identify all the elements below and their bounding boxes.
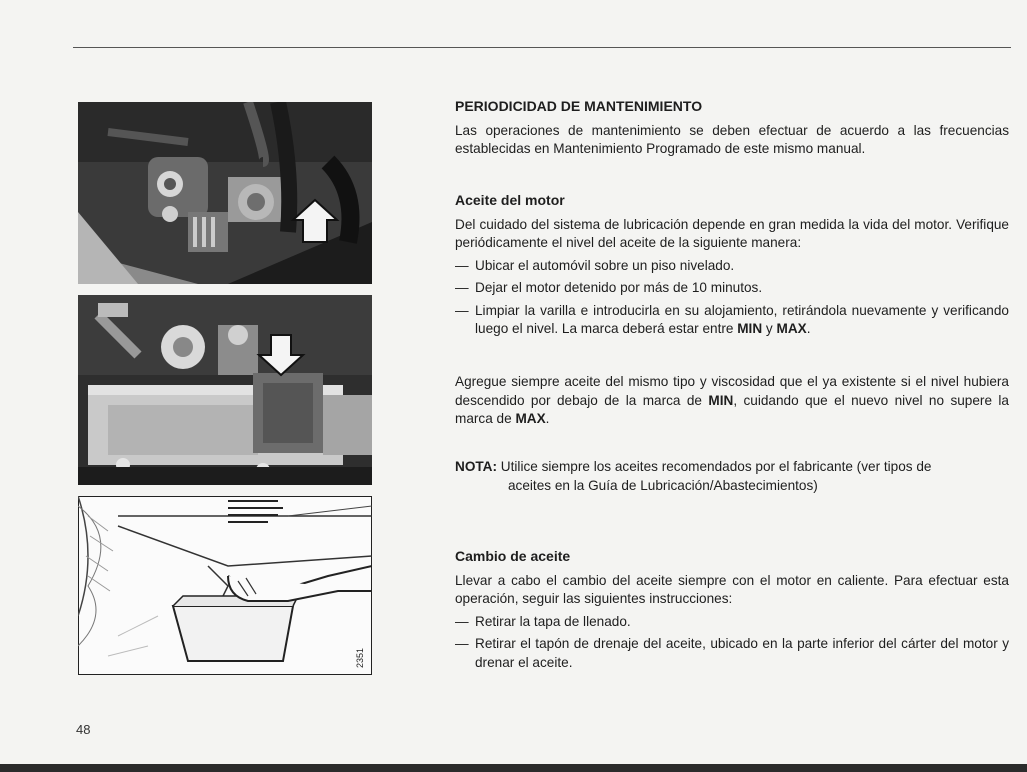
list-item: — Ubicar el automóvil sobre un piso nivelado. bbox=[455, 257, 735, 273]
section-aceite-motor bbox=[455, 191, 1009, 339]
top-rule bbox=[73, 47, 1011, 48]
section-periodicidad bbox=[455, 97, 1009, 159]
list-item: — Limpiar la varilla e introducirla en su alojamiento, retirándola nuevamente y verificando luego el nivel. La marca deberá estar entre MIN y MAX. bbox=[455, 302, 1009, 336]
section-body: Las operaciones de mantenimiento se deben efectuar de acuerdo a las frecuencias establecidas en Mantenimiento Programado de este mismo manual. bbox=[455, 122, 1009, 156]
list-item: — Dejar el motor detenido por más de 10 minutos. bbox=[455, 280, 763, 295]
list-item: — Retirar la tapa de llenado. bbox=[455, 613, 631, 629]
page-number: 48 bbox=[76, 722, 91, 737]
section-title: Cambio de aceite bbox=[455, 548, 571, 564]
section-title: PERIODICIDAD DE MANTENIMIENTO bbox=[455, 98, 703, 114]
section-cambio-aceite bbox=[455, 547, 1009, 672]
note: NOTA: Utilice siempre los aceites recomendados por el fabricante (ver tipos de aceites en la Guía de Lubricación/Abastecimientos) bbox=[455, 459, 932, 493]
note-label: NOTA: bbox=[455, 459, 498, 474]
bottom-bar bbox=[0, 764, 1027, 772]
figure-number: 2351 bbox=[355, 647, 365, 668]
section-intro: Llevar a cabo el cambio del aceite siempre con el motor en caliente. Para efectuar esta operación, seguir las siguientes instrucciones: bbox=[455, 572, 1009, 606]
oil-filler-photo bbox=[78, 102, 372, 284]
list-item: — Retirar el tapón de drenaje del aceite, ubicado en la parte inferior del cárter del motor y drenar el aceite. bbox=[455, 636, 1009, 670]
paragraph-agregue: Agregue siempre aceite del mismo tipo y viscosidad que el ya existente si el nivel hubiera descendido por debajo de la marca de MIN, cuidando que el nuevo nivel no supere la marca de MAX. bbox=[455, 374, 1009, 426]
section-title: Aceite del motor bbox=[455, 192, 565, 208]
oil-drain-illustration bbox=[78, 496, 372, 675]
section-intro: Del cuidado del sistema de lubricación depende en gran medida la vida del motor. Verifique periódicamente el nivel del aceite de la siguiente manera: bbox=[455, 216, 1009, 250]
dipstick-photo bbox=[78, 295, 372, 485]
